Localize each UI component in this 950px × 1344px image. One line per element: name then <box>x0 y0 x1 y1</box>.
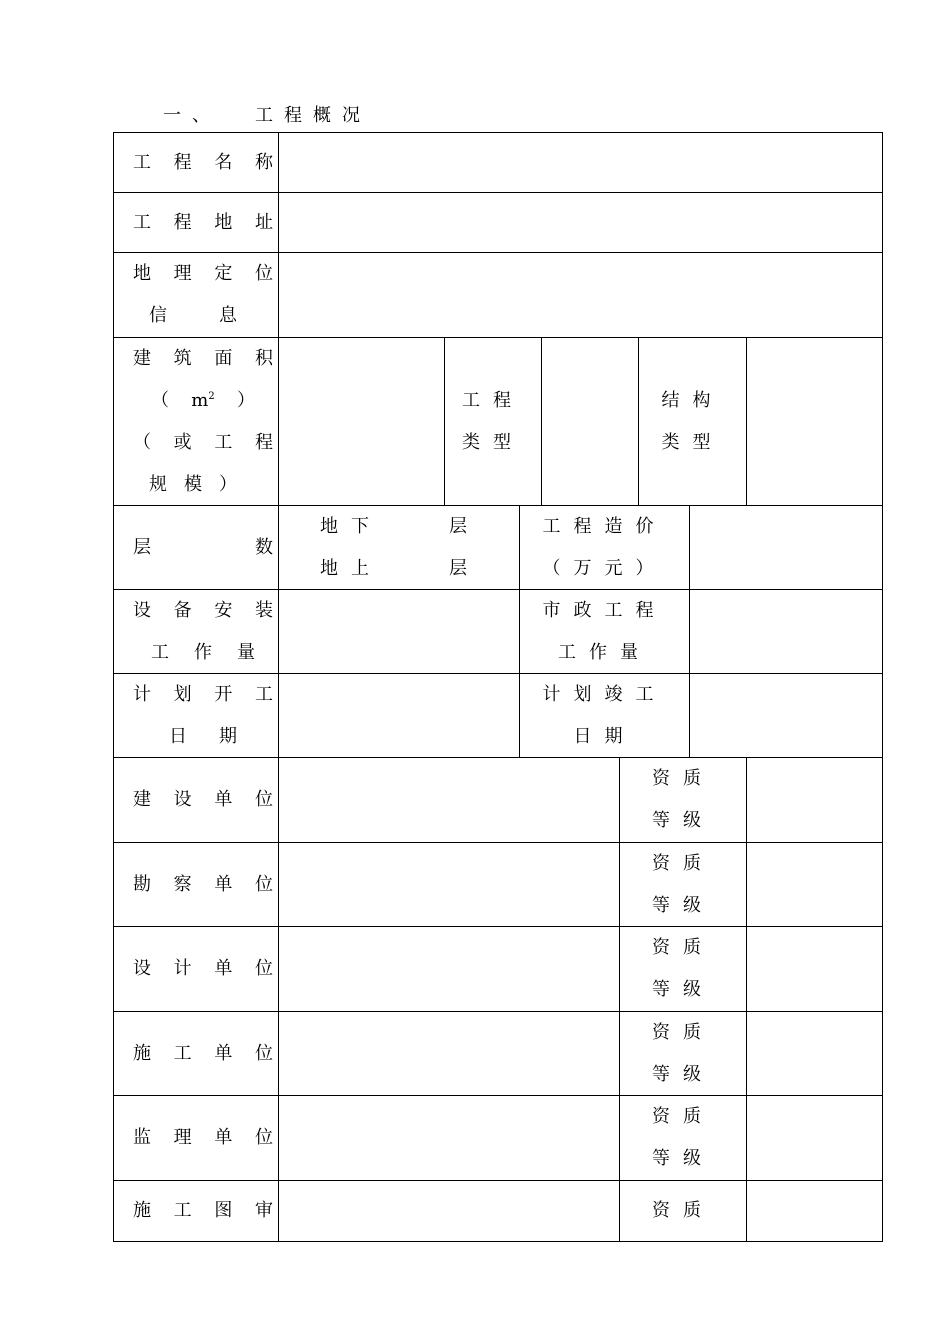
value-project-type[interactable] <box>542 338 638 505</box>
label-survey-unit: 勘察单位 <box>133 873 273 895</box>
value-qualification[interactable] <box>747 758 882 842</box>
label-qualification: 资质 等级 <box>652 768 714 831</box>
label-construction-unit: 建设单位 <box>133 789 273 810</box>
value-qualification[interactable] <box>747 843 882 926</box>
value-drawing-review[interactable] <box>279 1181 619 1241</box>
value-design-unit[interactable] <box>279 927 619 1011</box>
value-municipal-work[interactable] <box>690 590 882 673</box>
value-project-cost[interactable] <box>690 506 882 589</box>
value-qualification[interactable] <box>747 1012 882 1095</box>
label-qualification: 资质 等级 <box>652 1021 714 1085</box>
label-municipal-work: 市政工程 工作量 <box>542 599 667 663</box>
label-project-name: 工程名称 <box>133 151 273 173</box>
value-plan-finish[interactable] <box>690 674 882 757</box>
label-qualification: 资质 等级 <box>652 1106 714 1169</box>
label-drawing-review: 施工图审 <box>133 1200 273 1221</box>
section-title: 工程概况 <box>255 105 371 126</box>
value-supervision-unit[interactable] <box>279 1096 619 1180</box>
value-qualification[interactable] <box>747 1096 882 1180</box>
section-heading <box>163 101 371 127</box>
label-qualification: 资质 等级 <box>652 937 714 1000</box>
value-floors[interactable] <box>320 506 480 589</box>
underground-label: 地下 <box>320 515 382 537</box>
label-equipment-install: 设备安装 工作量 <box>133 599 273 663</box>
label-building-area: 建筑面积 $(m^2)$ （或工程 规模） <box>133 347 273 495</box>
value-structure-type[interactable] <box>747 338 882 505</box>
label-qualification: 资质 等级 <box>652 852 714 916</box>
value-qualification[interactable] <box>747 927 882 1011</box>
floor-unit: 层 <box>449 515 480 537</box>
value-building-area[interactable] <box>279 338 444 505</box>
label-project-address: 工程地址 <box>133 211 273 233</box>
label-builder-unit: 施工单位 <box>133 1042 273 1064</box>
value-project-name[interactable] <box>279 133 882 192</box>
value-geo-location[interactable] <box>279 253 882 337</box>
aboveground-label: 地上 <box>320 557 382 579</box>
label-project-type: 工程 类型 <box>462 389 524 453</box>
label-geo-location: 地理定位 信息 <box>133 263 273 326</box>
value-qualification[interactable] <box>747 1181 882 1241</box>
value-builder-unit[interactable] <box>279 1012 619 1095</box>
section-separator: 、 <box>192 105 221 126</box>
value-equipment-install[interactable] <box>279 590 519 673</box>
label-plan-finish: 计划竣工 日期 <box>542 683 667 747</box>
label-project-cost: 工程造价 （万元） <box>542 515 667 579</box>
value-construction-unit[interactable] <box>279 758 619 842</box>
label-supervision-unit: 监理单位 <box>133 1127 273 1148</box>
section-number: 一 <box>163 105 192 126</box>
label-design-unit: 设计单位 <box>133 958 273 979</box>
label-structure-type: 结构 类型 <box>661 389 724 453</box>
value-project-address[interactable] <box>279 193 882 252</box>
label-floors: 层数 <box>133 536 273 558</box>
label-qualification: 资质 <box>652 1200 714 1221</box>
floor-unit: 层 <box>449 557 480 579</box>
value-plan-start[interactable] <box>279 674 519 757</box>
value-survey-unit[interactable] <box>279 843 619 926</box>
label-plan-start: 计划开工 日期 <box>133 683 273 747</box>
